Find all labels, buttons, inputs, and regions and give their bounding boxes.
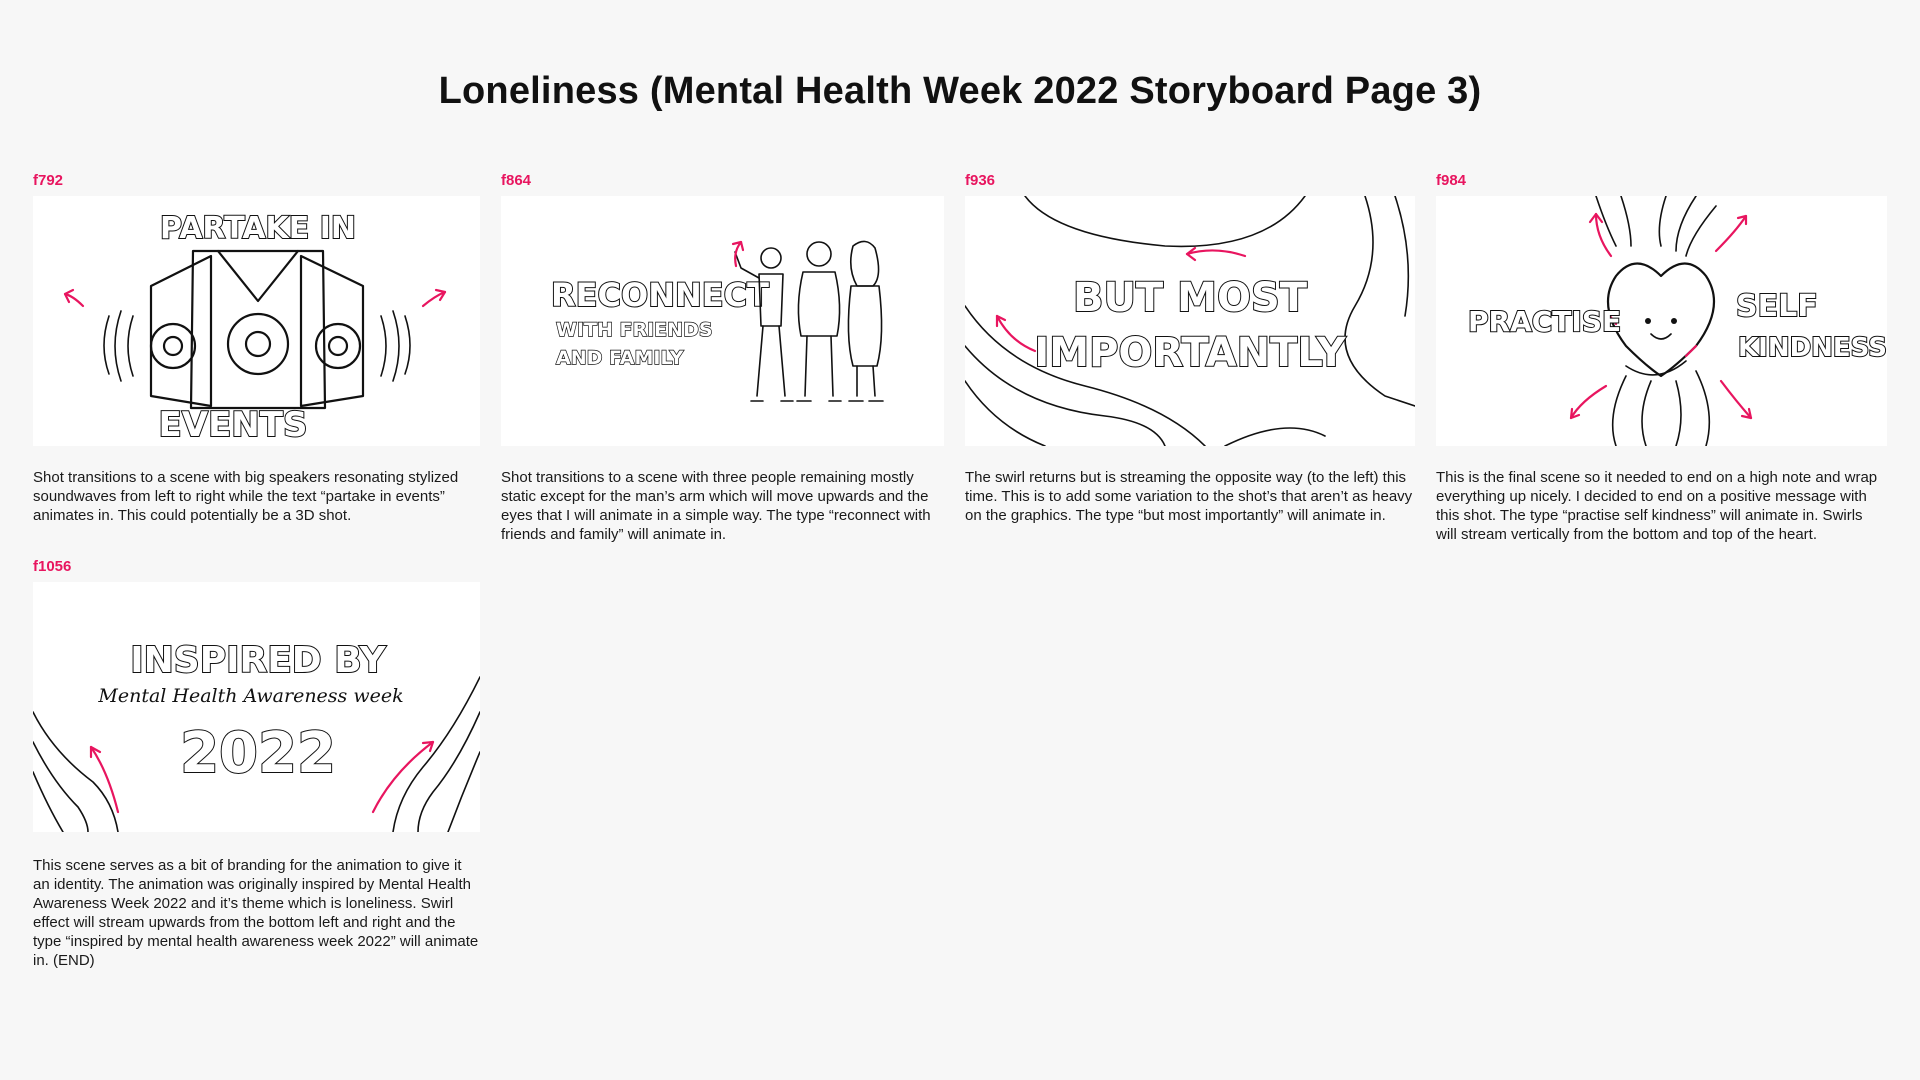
frame-description: Shot transitions to a scene with big speakers resonating stylized soundwaves from left to right while the text “partake in events” animates in. This could potentially be a 3D shot. [33,469,459,524]
panel-text-importantly: IMPORTANTLY [1034,330,1346,376]
panel-text-reconnect: RECONNECT [551,276,769,314]
panel-text-self: SELF [1736,289,1818,324]
frame-label: f984 [1436,172,1467,189]
panel-text-kindness: KINDNESS [1738,333,1887,363]
frame-description: The swirl returns but is streaming the opposite way (to the left) this time. This is to add some variation to the shot’s that aren’t as heavy on the graphics. The type “but most importantly” will animate in. [965,469,1413,524]
panel-text-with-friends: WITH FRIENDS [556,319,713,341]
frame-panel [33,582,480,832]
page-title: Loneliness (Mental Health Week 2022 Storyboard Page 3) [438,70,1482,112]
panel-text-but-most: BUT MOST [1072,275,1308,321]
friends-family-sketch [501,196,944,446]
panel-text-partake-in: PARTAKE IN [159,211,357,246]
panel-text-practise: PRACTISE [1468,305,1622,338]
frame-label: f864 [501,172,532,189]
frame-label: f1056 [33,558,72,575]
swirl-sketch [965,196,1415,446]
panel-text-events: EVENTS [158,405,308,445]
frame-label: f936 [965,172,996,189]
panel-text-inspired-by: INSPIRED BY [130,640,386,681]
frame-panel [965,196,1415,446]
frame-description: Shot transitions to a scene with three people remaining mostly static except for the man’s arm which will move upwards and the eyes that I will animate in a simple way. The type “reconnect with friends and family” will animate in. [501,469,931,543]
frame-description: This scene serves as a bit of branding for the animation to give it an identity. The animation was originally inspired by Mental Health Awareness Week 2022 and it’s theme which is loneliness. Swirl effect will stream upwards from the bottom left and right and the type “inspired by mental health awareness week 2022” will animate in. (END) [33,857,479,969]
panel-text-mental-health-awareness-week: Mental Health Awareness week [98,685,404,707]
heart-sketch [1436,196,1887,446]
branding-sketch [33,582,480,832]
frame-panel [33,196,480,446]
frame-panel [501,196,944,446]
frame-description: This is the final scene so it needed to end on a high note and wrap everything up nicely. I decided to end on a positive message with this shot. The type “practise self kindness” will animate in. Swirls will stream vertically from the bottom and top of the heart. [1436,469,1878,543]
panel-text-and-family: AND FAMILY [556,347,684,369]
frame-label: f792 [33,172,64,189]
panel-text-2022: 2022 [180,721,336,786]
frame-panel [1436,196,1887,446]
speakers-sketch [33,196,480,446]
